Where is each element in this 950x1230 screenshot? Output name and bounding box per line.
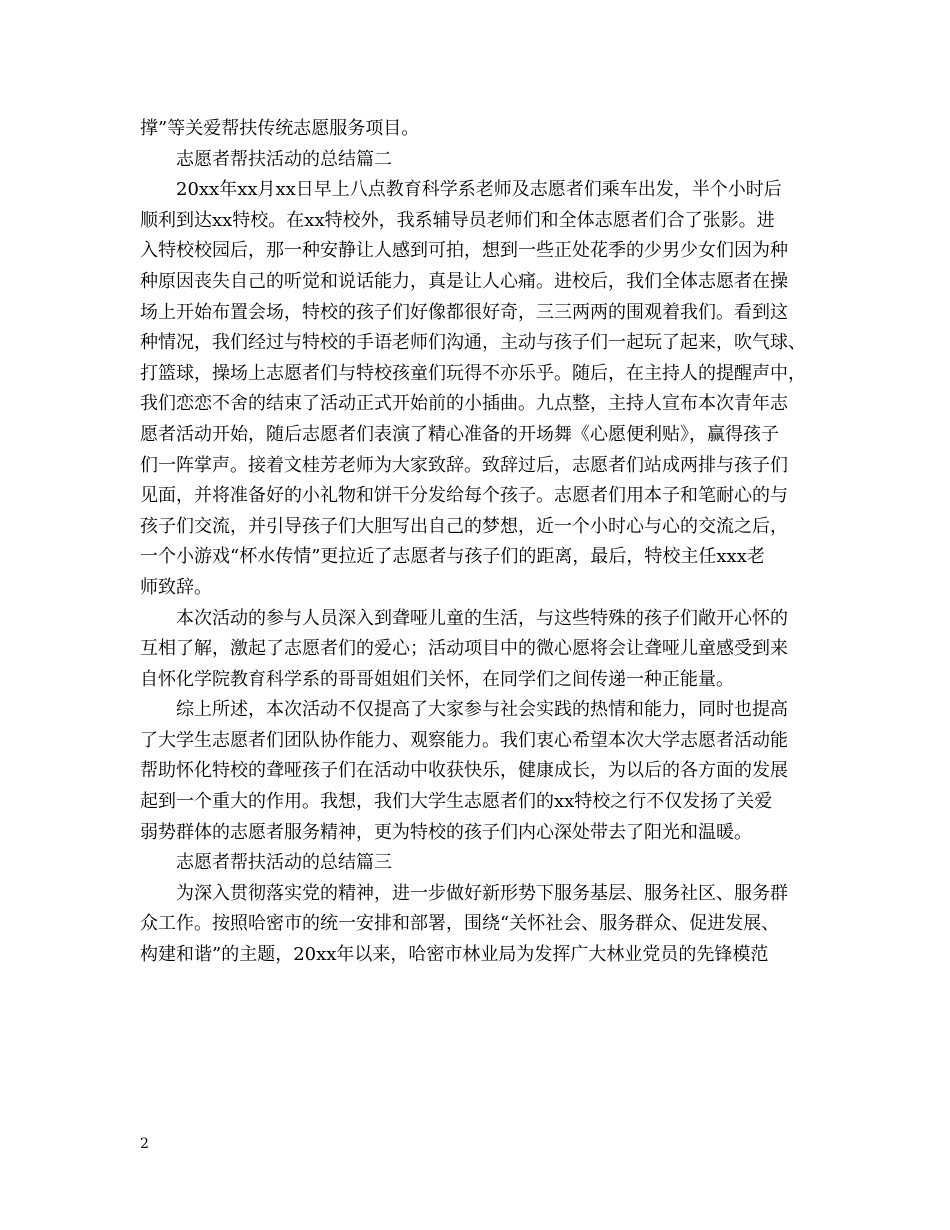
text-line: 师致辞。: [140, 576, 212, 598]
text-line: 志愿者帮扶活动的总结篇二: [176, 148, 392, 170]
text-line: 见面，并将准备好的小礼物和饼干分发给每个孩子。志愿者们用本子和笔耐心的与: [140, 485, 788, 507]
text-line: 志愿者帮扶活动的总结篇三: [176, 852, 392, 874]
text-line: 我们恋恋不舍的结束了活动正式开始前的小插曲。九点整，主持人宣布本次青年志: [140, 393, 788, 415]
text-line: 互相了解，激起了志愿者们的爱心；活动项目中的微心愿将会让聋哑儿童感受到来: [140, 638, 788, 660]
text-line: 入特校校园后，那一种安静让人感到可拍，想到一些正处花季的少男少女们因为种: [140, 240, 788, 262]
text-line: 综上所述，本次活动不仅提高了大家参与社会实践的热情和能力，同时也提高: [176, 699, 788, 721]
text-line: 帮助怀化特校的聋哑孩子们在活动中收获快乐，健康成长，为以后的各方面的发展: [140, 760, 788, 782]
text-line: 撑”等关爱帮扶传统志愿服务项目。: [140, 118, 420, 139]
text-line: 本次活动的参与人员深入到聋哑儿童的生活，与这些特殊的孩子们敞开心怀的: [176, 607, 788, 629]
text-line: 众工作。按照哈密市的统一安排和部署，围绕“关怀社会、服务群众、促进发展、: [140, 913, 780, 935]
text-line: 起到一个重大的作用。我想，我们大学生志愿者们的xx特校之行不仅发扬了关爱: [140, 791, 773, 813]
text-line: 孩子们交流，并引导孩子们大胆写出自己的梦想，近一个小时心与心的交流之后，: [140, 515, 788, 537]
text-line: 愿者活动开始，随后志愿者们表演了精心准备的开场舞《心愿便利贴》，赢得孩子: [140, 423, 779, 445]
text-line: 打篮球，操场上志愿者们与特校孩童们玩得不亦乐乎。随后，在主持人的提醒声中，: [140, 362, 806, 384]
text-line: 了大学生志愿者们团队协作能力、观察能力。我们衷心希望本次大学志愿者活动能: [140, 729, 788, 751]
text-line: 弱势群体的志愿者服务精神，更为特校的孩子们内心深处带去了阳光和温暖。: [140, 821, 752, 843]
text-line: 场上开始布置会场，特校的孩子们好像都很好奇，三三两两的围观着我们。看到这: [140, 301, 788, 323]
document-body: [140, 114, 816, 971]
page-number: 2: [140, 1136, 149, 1152]
text-line: 构建和谐”的主题，20xx年以来，哈密市林业局为发挥广大林业党员的先锋模范: [140, 944, 769, 966]
text-line: 自怀化学院教育科学系的哥哥姐姐们关怀，在同学们之间传递一种正能量。: [140, 668, 734, 690]
text-line: 顺利到达xx特校。在xx特校外，我系辅导员老师们和全体志愿者们合了张影。进: [140, 209, 775, 231]
text-line: 一个小游戏“杯水传情”更拉近了志愿者与孩子们的距离，最后，特校主任xxx老: [140, 546, 765, 568]
text-line: 为深入贯彻落实党的精神，进一步做好新形势下服务基层、服务社区、服务群: [176, 882, 788, 904]
text-line: 20xx年xx月xx日早上八点教育科学系老师及志愿者们乘车出发，半个小时后: [176, 179, 782, 201]
text-line: 种情况，我们经过与特校的手语老师们沟通，主动与孩子们一起玩了起来，吹气球、: [140, 332, 806, 354]
text-line: 种原因丧失自己的听觉和说话能力，真是让人心痛。进校后，我们全体志愿者在操: [140, 270, 788, 292]
text-line: 们一阵掌声。接着文桂芳老师为大家致辞。致辞过后，志愿者们站成两排与孩子们: [140, 454, 788, 476]
